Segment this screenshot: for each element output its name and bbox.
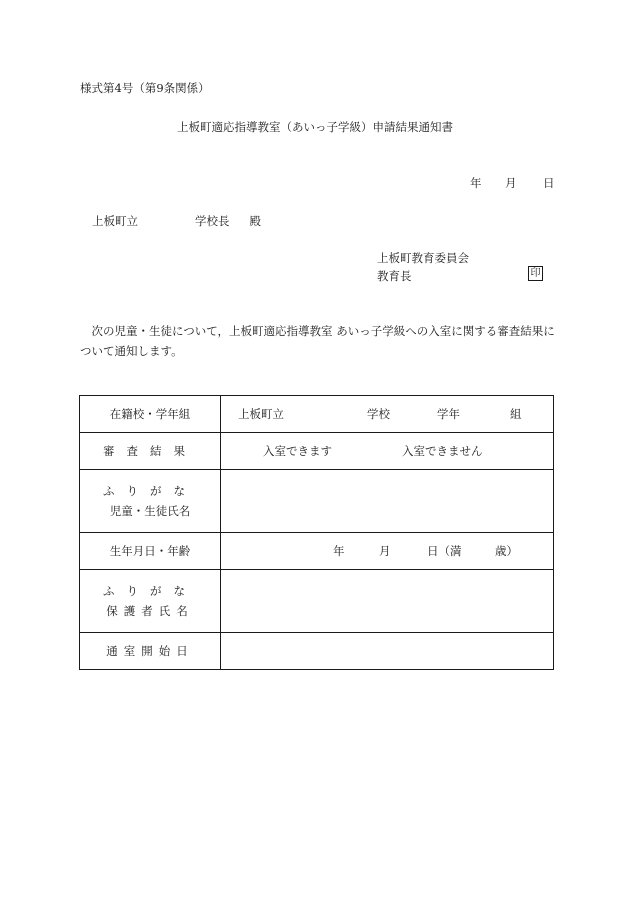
date-day: 日 bbox=[543, 176, 555, 190]
seal-mark: 印 bbox=[528, 266, 543, 281]
birth-age-suffix: 歳） bbox=[495, 544, 518, 558]
grade-suffix: 学年 bbox=[437, 407, 460, 421]
value-student bbox=[221, 470, 554, 533]
value-result bbox=[221, 433, 554, 470]
birth-month: 月 bbox=[379, 544, 391, 558]
row-result bbox=[80, 433, 554, 470]
school-town: 上板町立 bbox=[238, 407, 284, 421]
value-guardian bbox=[221, 570, 554, 633]
row-birth bbox=[80, 533, 554, 570]
date-line bbox=[470, 175, 555, 191]
row-start bbox=[80, 633, 554, 670]
addressee-town: 上板町立 bbox=[92, 214, 138, 228]
label-result bbox=[80, 433, 221, 470]
class-suffix: 組 bbox=[510, 407, 522, 421]
form-number: 様式第4号（第9条関係） bbox=[80, 81, 210, 95]
label-school: 在籍校・学年組 bbox=[80, 396, 221, 433]
result-ok: 入室できます bbox=[263, 444, 332, 458]
result-table bbox=[79, 395, 554, 670]
addressee bbox=[92, 213, 261, 229]
document-title: 上板町適応指導教室（あいっ子学級）申請結果通知書 bbox=[177, 120, 453, 134]
label-birth: 生年月日・年齢 bbox=[80, 533, 221, 570]
date-year: 年 bbox=[470, 176, 482, 190]
start-label-text: 通室開始日 bbox=[106, 644, 194, 658]
label-student bbox=[80, 470, 221, 533]
addressee-honorific: 殿 bbox=[249, 214, 261, 228]
guardian-name-label: 保護者氏名 bbox=[106, 604, 194, 618]
result-ng: 入室できません bbox=[402, 444, 483, 458]
value-school bbox=[221, 396, 554, 433]
guardian-furigana: ふりがな bbox=[103, 584, 197, 598]
value-birth bbox=[221, 533, 554, 570]
student-name-label: 児童・生徒氏名 bbox=[109, 504, 191, 518]
row-school bbox=[80, 396, 554, 433]
label-guardian bbox=[80, 570, 221, 633]
row-student bbox=[80, 470, 554, 533]
issuer-organization: 上板町教育委員会 bbox=[377, 251, 469, 265]
date-month: 月 bbox=[505, 176, 517, 190]
birth-day-age: 日（満 bbox=[427, 544, 462, 558]
label-result-text: 審査結果 bbox=[103, 444, 197, 458]
addressee-principal: 学校長 bbox=[195, 214, 230, 228]
issuer-title: 教育長 bbox=[377, 269, 412, 283]
body-text bbox=[80, 321, 560, 361]
student-furigana: ふりがな bbox=[103, 484, 197, 498]
body-text-content: 次の児童・生徒について，上板町適応指導教室 あいっ子学級への入室に関する審査結果について通知します。 bbox=[80, 324, 555, 358]
school-suffix: 学校 bbox=[367, 407, 390, 421]
row-guardian bbox=[80, 570, 554, 633]
label-start bbox=[80, 633, 221, 670]
value-start bbox=[221, 633, 554, 670]
birth-year: 年 bbox=[333, 544, 345, 558]
